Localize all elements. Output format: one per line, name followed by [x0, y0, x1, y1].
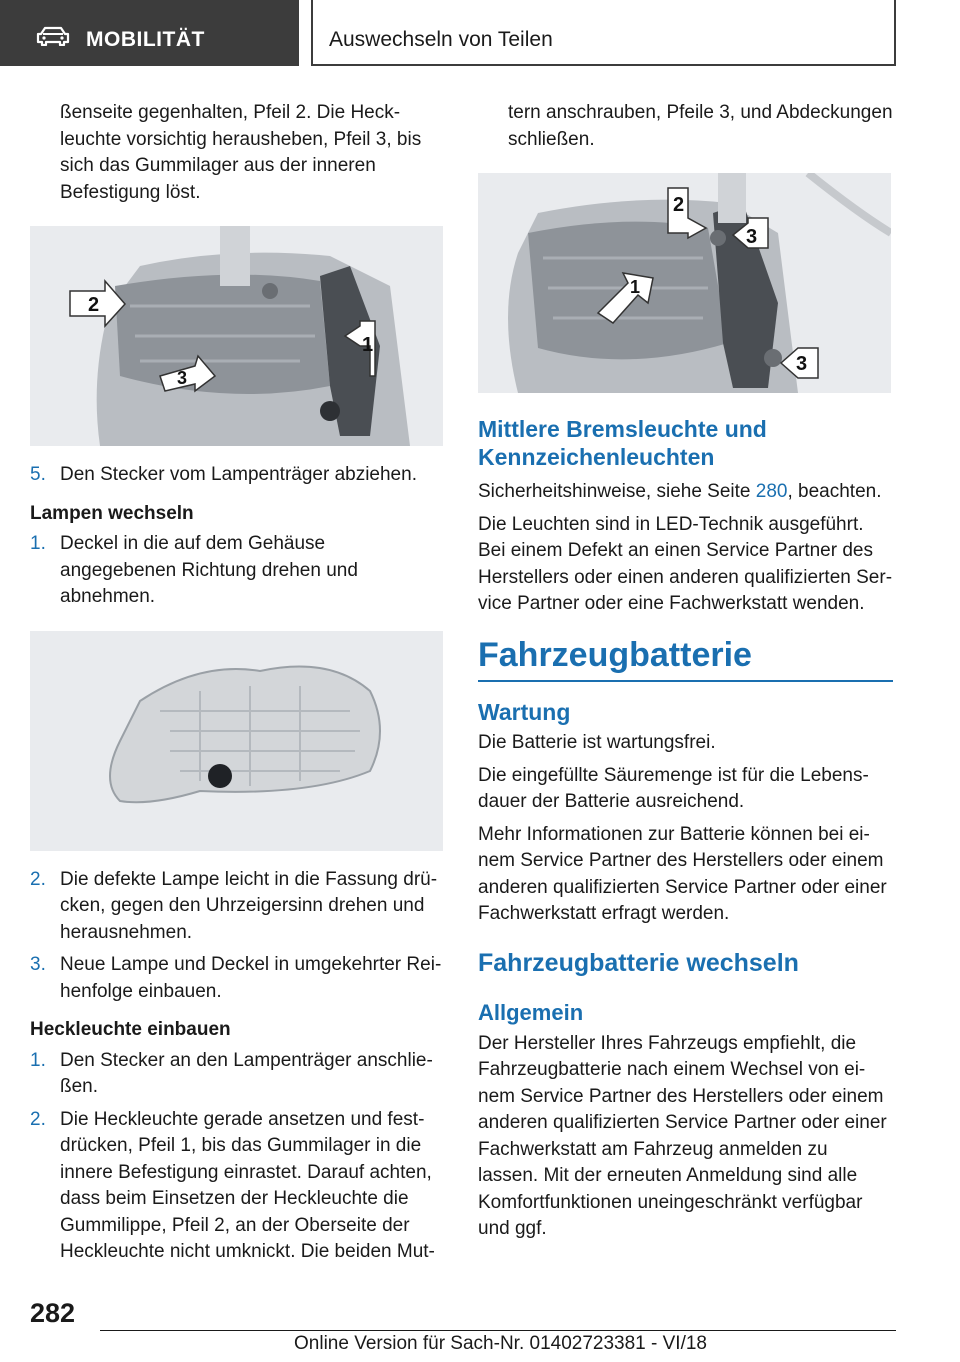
wartung-p3: Mehr Informationen zur Batterie können bei einem Service Partner des Herstellers oder einem anderen qualifizierten Service Partner oder einer Fachwerkstatt erfragt werden.	[478, 823, 887, 924]
step-5	[30, 462, 445, 489]
step-number: 5.	[30, 464, 46, 485]
step-text: Den Stecker vom Lampenträger abziehen.	[60, 464, 417, 485]
step-text: Die Heckleuchte gerade ansetzen und festdrücken, Pfeil 1, bis das Gummilager in die innere Befestigung einrastet. Darauf achten, dass beim Einsetzen der Heckleuchte die Gummilippe, Pfeil 2, an der Oberseite der Heckleuchte nicht umknickt. Die beiden Mut-	[60, 1108, 435, 1262]
car-icon	[36, 26, 70, 46]
fig3-label-3-bottom: 3	[796, 353, 808, 375]
allgemein-text: Der Hersteller Ihres Fahrzeugs empfiehlt, die Fahrzeugbatterie nach einem Wechsel von einem Service Partner des Herstellers oder einem anderen qualifizierten Service Partner oder einer Fachwerkstatt am Fahrzeug anmelden zu lassen. Mit der erneuten Anmeldung sind alle Komfortfunktionen uneingeschränkt verfügbar und ggf.	[478, 1032, 887, 1239]
chapter-header	[311, 0, 896, 66]
step-number: 2.	[30, 868, 46, 890]
section-title: MOBILITÄT	[86, 28, 205, 51]
fig1-label-1: 1	[362, 334, 374, 356]
heckleuchte-einbauen-heading: Heckleuchte einbauen	[30, 1019, 231, 1040]
lampen-wechseln-heading: Lampen wechseln	[30, 502, 194, 524]
intro-text: ßenseite gegenhalten, Pfeil 2. Die Heckleuchte vorsichtig herausheben, Pfeil 3, bis sich das Gummilager aus der inneren Befestigung löst.	[60, 102, 422, 203]
step-number: 2.	[30, 1108, 46, 1130]
safety-suffix: , beachten.	[787, 481, 882, 502]
allgemein-heading: Allgemein	[478, 1000, 584, 1025]
safety-note	[478, 479, 893, 506]
chapter-title: Auswechseln von Teilen	[329, 28, 553, 51]
header-section-tab	[0, 0, 299, 66]
wartung-p1: Die Batterie ist wartungsfrei.	[478, 732, 716, 753]
step-text: Den Stecker an den Lampenträger anschließen.	[60, 1049, 433, 1097]
step-text: Neue Lampe und Deckel in umgekehrter Reihenfolge einbauen.	[60, 954, 442, 1002]
step-number: 3.	[30, 954, 46, 975]
footer-version-text: Online Version für Sach-Nr. 01402723381 - VI/18	[294, 1333, 707, 1354]
figure-taillight-removal	[30, 226, 443, 446]
step-number: 1.	[30, 1049, 46, 1071]
led-text: Die Leuchten sind in LED-Technik ausgeführt. Bei einem Defekt an einen Service Partner des Herstellers oder einen anderen qualifizierten Service Partner oder eine Fachwerkstatt wenden.	[478, 513, 893, 614]
lampen-step-1	[30, 531, 445, 611]
safety-prefix: Sicherheitshinweise, siehe Seite	[478, 481, 756, 502]
fahrzeugbatterie-heading: Fahrzeugbatterie	[478, 642, 893, 683]
fig3-label-3-top: 3	[746, 226, 758, 248]
continuation-text: tern anschrauben, Pfeile 3, und Abdeckungen schließen.	[508, 102, 893, 150]
bremsleuchte-heading: Mittlere Bremsleuchte und Kennzeichenleuchten	[478, 416, 767, 470]
figure-lamp-housing	[30, 631, 443, 851]
right-column	[478, 100, 893, 1249]
einbau-step-2	[30, 1107, 445, 1266]
lampen-step-2	[30, 867, 445, 947]
lampen-step-3	[30, 952, 445, 1005]
footer-divider	[100, 1330, 896, 1331]
wartung-p2: Die eingefüllte Säuremenge ist für die Lebensdauer der Batterie ausreichend.	[478, 764, 869, 812]
page-number: 282	[30, 1298, 76, 1328]
step-text: Die defekte Lampe leicht in die Fassung drücken, gegen den Uhrzeigersinn drehen und herausnehmen.	[60, 868, 438, 943]
einbau-step-1	[30, 1048, 445, 1101]
fig3-label-2: 2	[673, 194, 685, 216]
step-number: 1.	[30, 533, 46, 554]
page-link-280[interactable]: 280	[755, 481, 788, 502]
left-column	[30, 100, 445, 1272]
fig1-label-2: 2	[88, 294, 100, 316]
step-text: Deckel in die auf dem Gehäuse angegebenen Richtung drehen und abnehmen.	[60, 533, 358, 607]
batterie-wechseln-heading: Fahrzeugbatterie wechseln	[478, 948, 799, 977]
wartung-heading: Wartung	[478, 699, 571, 725]
figure-taillight-install	[478, 173, 891, 393]
fig3-label-1: 1	[630, 277, 641, 297]
fig1-label-3: 3	[177, 368, 188, 388]
